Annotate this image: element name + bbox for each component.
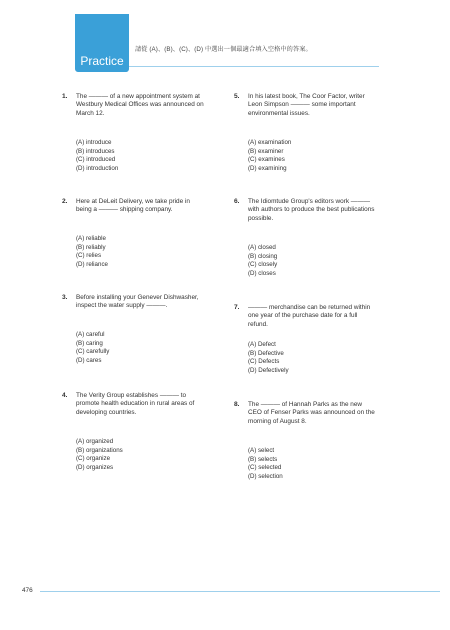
option-b[interactable]: (B) examiner	[248, 147, 284, 155]
question-number: 6.	[234, 198, 240, 205]
option-c[interactable]: (C) Defects	[248, 358, 280, 366]
option-d[interactable]: (D) cares	[76, 356, 102, 364]
instruction-text: 請從 (A)、(B)、(C)、(D) 中選出一個最適合填入空格中的答案。	[135, 46, 312, 53]
option-a[interactable]: (A) organized	[76, 438, 114, 445]
option-c[interactable]: (C) carefully	[76, 348, 110, 356]
question-text: In his latest book, The Coor Factor, writer Leon Simpson ——— some important environmental issues.	[248, 93, 365, 117]
option-b[interactable]: (B) closing	[248, 252, 278, 260]
question-number: 3.	[62, 294, 68, 301]
question-number: 2.	[62, 198, 68, 205]
option-d[interactable]: (D) selection	[248, 472, 283, 480]
question-text: The Idiomtude Group's editors work ——— with authors to produce the best publications possible.	[248, 198, 375, 222]
option-d[interactable]: (D) reliance	[76, 260, 108, 268]
options-list	[248, 244, 376, 278]
option-d[interactable]: (D) organizes	[76, 463, 114, 471]
option-b[interactable]: (B) reliably	[76, 243, 106, 251]
question-text: The Verity Group establishes ——— to promote health education in rural areas of developing countries.	[76, 392, 195, 416]
option-c[interactable]: (C) introduced	[76, 156, 116, 164]
question-text: The ——— of Hannah Parks as the new CEO of Fenser Parks was announced on the morning of August 8.	[248, 401, 375, 425]
options-list	[76, 331, 204, 365]
option-c[interactable]: (C) examines	[248, 156, 285, 164]
option-d[interactable]: (D) Defectively	[248, 366, 289, 374]
option-d[interactable]: (D) examining	[248, 164, 287, 172]
options-list	[248, 341, 376, 375]
option-b[interactable]: (B) Defective	[248, 349, 284, 357]
question-text: ——— merchandise can be returned within one year of the purchase date for a full refund.	[248, 304, 371, 328]
option-a[interactable]: (A) careful	[76, 331, 105, 338]
option-a[interactable]: (A) examination	[248, 139, 292, 146]
options-list	[248, 447, 376, 481]
option-b[interactable]: (B) organizations	[76, 446, 123, 454]
page-number: 476	[22, 587, 33, 594]
option-c[interactable]: (C) relies	[76, 252, 102, 260]
question-number: 8.	[234, 401, 240, 408]
option-c[interactable]: (C) closely	[248, 261, 278, 269]
options-list	[248, 139, 376, 173]
practice-tab	[75, 14, 129, 72]
footer-divider	[40, 591, 440, 592]
option-a[interactable]: (A) introduce	[76, 139, 112, 146]
question-number: 5.	[234, 93, 240, 100]
question-text: The ——— of a new appointment system at Westbury Medical Offices was announced on March 12.	[76, 93, 204, 117]
option-c[interactable]: (C) organize	[76, 455, 111, 463]
option-b[interactable]: (B) introduces	[76, 147, 115, 155]
question-number: 7.	[234, 304, 240, 311]
question-text: Before installing your Genever Dishwasher, inspect the water supply ———.	[76, 294, 199, 310]
option-a[interactable]: (A) closed	[248, 244, 276, 251]
option-d[interactable]: (D) closes	[248, 269, 276, 277]
option-a[interactable]: (A) Defect	[248, 341, 276, 348]
options-list	[76, 438, 204, 472]
option-c[interactable]: (C) selected	[248, 464, 282, 472]
option-b[interactable]: (B) selects	[248, 455, 278, 463]
header-divider	[129, 66, 379, 67]
option-d[interactable]: (D) introduction	[76, 164, 119, 172]
option-b[interactable]: (B) caring	[76, 339, 103, 347]
option-a[interactable]: (A) select	[248, 447, 275, 454]
practice-label: Practice	[80, 54, 124, 68]
options-list	[76, 235, 204, 269]
option-a[interactable]: (A) reliable	[76, 235, 106, 242]
question-number: 4.	[62, 392, 68, 399]
options-list	[76, 139, 204, 173]
question-number: 1.	[62, 93, 68, 100]
question-text: Here at DeLeit Delivery, we take pride in being a ——— shipping company.	[76, 198, 190, 214]
